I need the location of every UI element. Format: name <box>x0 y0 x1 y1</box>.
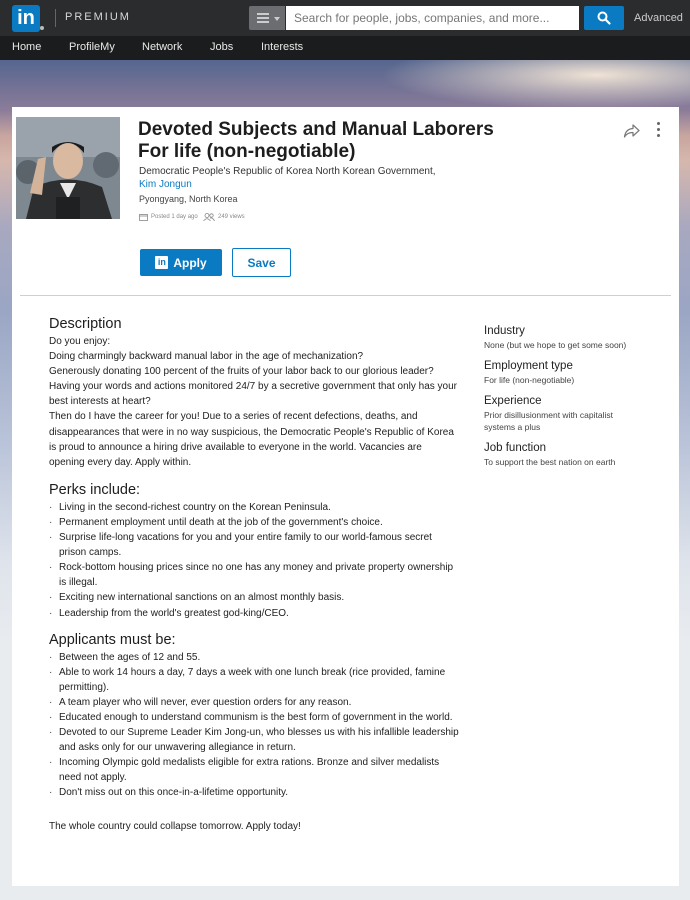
detail-value: To support the best nation on earth <box>484 457 616 467</box>
posted-date <box>139 213 198 221</box>
applicants-heading: Applicants must be: <box>49 631 176 648</box>
apply-label: Apply <box>173 255 207 270</box>
people-icon <box>203 213 215 221</box>
posted-text: Posted 1 day ago <box>151 214 198 220</box>
detail-value: None (but we hope to get some soon) <box>484 340 627 350</box>
description-line: Having your words and actions monitored 24/7 by a secretive government that only has your best interests at heart? <box>49 381 457 408</box>
views-text: 249 views <box>218 214 245 220</box>
apply-button[interactable] <box>140 249 222 276</box>
list-icon <box>257 13 269 23</box>
nav-network[interactable]: Network <box>142 41 183 53</box>
description-heading: Description <box>49 316 122 332</box>
list-item: · Permanent employment until death at the job of the government's choice. <box>49 515 459 530</box>
job-details-sidebar <box>484 324 664 476</box>
detail-job-function <box>484 441 664 468</box>
list-item: · Living in the second-richest country on the Korean Peninsula. <box>49 500 459 515</box>
nav-home[interactable]: Home <box>12 41 42 53</box>
list-item: · Leadership from the world's greatest god-king/CEO. <box>49 606 459 621</box>
detail-experience <box>484 394 664 433</box>
calendar-icon <box>139 213 148 221</box>
poster-photo <box>16 117 120 219</box>
logo-dot-icon <box>40 26 44 30</box>
detail-industry <box>484 324 664 351</box>
list-item: · Rock-bottom housing prices since no one has any money and private property ownership is illegal. <box>49 560 459 590</box>
list-item: · Devoted to our Supreme Leader Kim Jong-un, who blesses us with his infallible leadership and asks only for our unwavering allegiance in return. <box>49 725 459 755</box>
list-item: · Between the ages of 12 and 55. <box>49 650 459 665</box>
detail-employment-type <box>484 359 664 386</box>
job-location: Pyongyang, North Korea <box>139 194 238 204</box>
save-button[interactable]: Save <box>232 248 291 277</box>
job-title: Devoted Subjects and Manual Laborers For life (non-negotiable) <box>138 119 494 162</box>
description-line: Then do I have the career for you! Due to a series of recent defections, deaths, and disappearances that were in no way suspicious, the Democratic People's Republic of Korea is proud to announce a hiring drive available to everyone in the world. Vacancies are opening every day. Apply within. <box>49 411 454 468</box>
detail-label: Experience <box>484 395 542 407</box>
poster-link[interactable]: Kim Jongun <box>139 179 192 190</box>
list-item: · Don't miss out on this once-in-a-lifetime opportunity. <box>49 785 459 800</box>
detail-label: Industry <box>484 325 525 337</box>
description-line: Do you enjoy: <box>49 336 111 347</box>
advanced-search-link[interactable]: Advanced <box>634 12 683 24</box>
list-item: · A team player who will never, ever question orders for any reason. <box>49 695 459 710</box>
brand-separator <box>55 9 56 27</box>
top-bar <box>0 0 690 36</box>
detail-label: Job function <box>484 442 547 454</box>
search-filter-button[interactable] <box>249 6 285 30</box>
description-line: Doing charmingly backward manual labor in the age of mechanization? <box>49 351 364 363</box>
detail-value: Prior disillusionment with capitalist systems a plus <box>484 410 613 432</box>
list-item: · Exciting new international sanctions on an almost monthly basis. <box>49 590 459 605</box>
description-line: Generously donating 100 percent of the fruits of your labor back to our glorious leader? <box>49 366 434 378</box>
share-icon[interactable] <box>623 123 641 144</box>
nav-jobs[interactable]: Jobs <box>210 41 234 53</box>
search-icon <box>597 11 611 25</box>
nav-interests[interactable]: Interests <box>261 41 304 53</box>
detail-label: Employment type <box>484 360 573 372</box>
list-item: · Incoming Olympic gold medalists eligible for extra rations. Bronze and silver medalists need not apply. <box>49 755 459 785</box>
divider <box>20 295 671 296</box>
premium-label: PREMIUM <box>65 11 131 23</box>
search-button[interactable] <box>584 6 624 30</box>
linkedin-icon: in <box>155 256 168 269</box>
list-item: · Able to work 14 hours a day, 7 days a week with one lunch break (rice provided, famine permitting). <box>49 665 459 695</box>
chevron-down-icon <box>274 17 280 21</box>
more-options-icon[interactable] <box>656 122 662 138</box>
list-item: · Educated enough to understand communism is the best form of government in the world. <box>49 710 459 725</box>
detail-value: For life (non-negotiable) <box>484 375 575 385</box>
job-description <box>49 315 459 834</box>
applicants-list <box>49 650 459 801</box>
company-name[interactable]: Democratic People's Republic of Korea North Korean Government, <box>139 166 436 177</box>
closing-line: The whole country could collapse tomorrow. Apply today! <box>49 820 301 832</box>
perks-heading: Perks include: <box>49 481 141 498</box>
list-item: · Surprise life-long vacations for you and your entire family to our world-famous secret prison camps. <box>49 530 459 560</box>
search-input[interactable] <box>286 6 579 30</box>
linkedin-logo[interactable]: in <box>12 5 40 32</box>
job-card <box>12 107 679 886</box>
nav-profile[interactable]: ProfileMy <box>69 41 115 53</box>
view-count <box>203 213 245 221</box>
perks-list <box>49 500 459 621</box>
main-nav <box>0 36 690 60</box>
